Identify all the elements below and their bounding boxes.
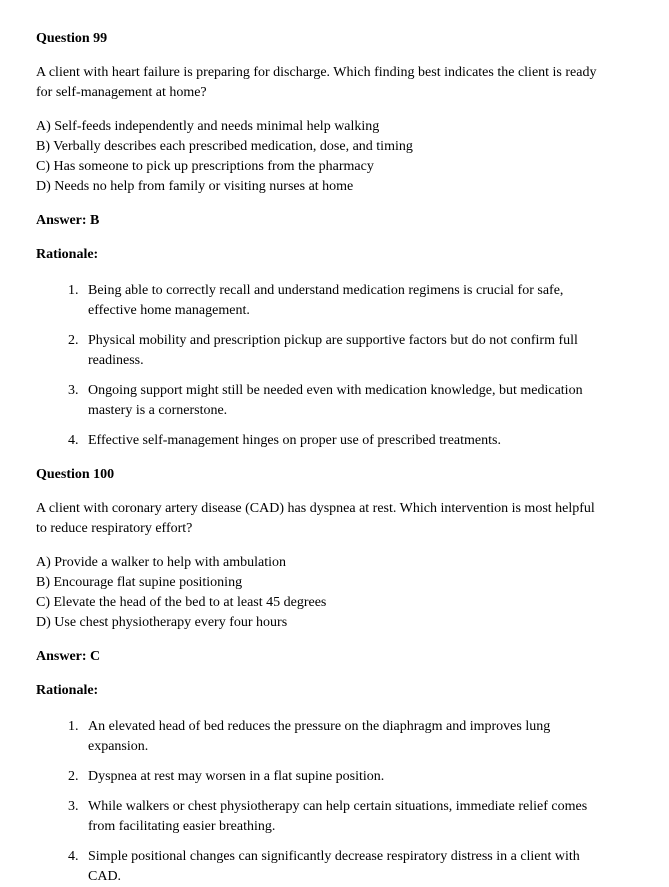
rationale-label: Rationale: xyxy=(36,247,99,262)
option-d: D) Use chest physiotherapy every four hours xyxy=(36,615,288,630)
option-a: A) Provide a walker to help with ambulation xyxy=(36,555,286,570)
question-stem: A client with coronary artery disease (CAD) has dyspnea at rest. Which intervention is most helpful to reduce respiratory effort? xyxy=(36,501,595,536)
question-block-100 xyxy=(36,465,608,887)
rationale-item: 1. Being able to correctly recall and understand medication regimens is crucial for safe, effective home management. xyxy=(82,281,608,321)
option-b: B) Encourage flat supine positioning xyxy=(36,575,243,590)
rationale-list xyxy=(36,717,608,887)
rationale-item: 3. While walkers or chest physiotherapy can help certain situations, immediate relief comes from facilitating easier breathing. xyxy=(82,797,608,837)
question-stem: A client with heart failure is preparing for discharge. Which finding best indicates the client is ready for self-management at home? xyxy=(36,65,597,100)
options-group xyxy=(36,117,608,197)
option-c: C) Has someone to pick up prescriptions from the pharmacy xyxy=(36,159,374,174)
rationale-item: 2. Physical mobility and prescription pickup are supportive factors but do not confirm full readiness. xyxy=(82,331,608,371)
options-group xyxy=(36,553,608,633)
option-d: D) Needs no help from family or visiting nurses at home xyxy=(36,179,354,194)
answer-line: Answer: B xyxy=(36,213,100,228)
question-title: Question 100 xyxy=(36,467,115,482)
rationale-item: 3. Ongoing support might still be needed even with medication knowledge, but medication mastery is a cornerstone. xyxy=(82,381,608,421)
option-b: B) Verbally describes each prescribed medication, dose, and timing xyxy=(36,139,413,154)
answer-line: Answer: C xyxy=(36,649,101,664)
option-a: A) Self-feeds independently and needs minimal help walking xyxy=(36,119,380,134)
rationale-item: 4. Simple positional changes can significantly decrease respiratory distress in a client with CAD. xyxy=(82,847,608,887)
question-block-99 xyxy=(36,29,608,451)
rationale-item: 2. Dyspnea at rest may worsen in a flat supine position. xyxy=(82,767,608,787)
rationale-label: Rationale: xyxy=(36,683,99,698)
document-content xyxy=(36,29,608,887)
rationale-item: 4. Effective self-management hinges on proper use of prescribed treatments. xyxy=(82,431,608,451)
rationale-list xyxy=(36,281,608,451)
option-c: C) Elevate the head of the bed to at least 45 degrees xyxy=(36,595,327,610)
rationale-item: 1. An elevated head of bed reduces the pressure on the diaphragm and improves lung expansion. xyxy=(82,717,608,757)
question-title: Question 99 xyxy=(36,31,108,46)
